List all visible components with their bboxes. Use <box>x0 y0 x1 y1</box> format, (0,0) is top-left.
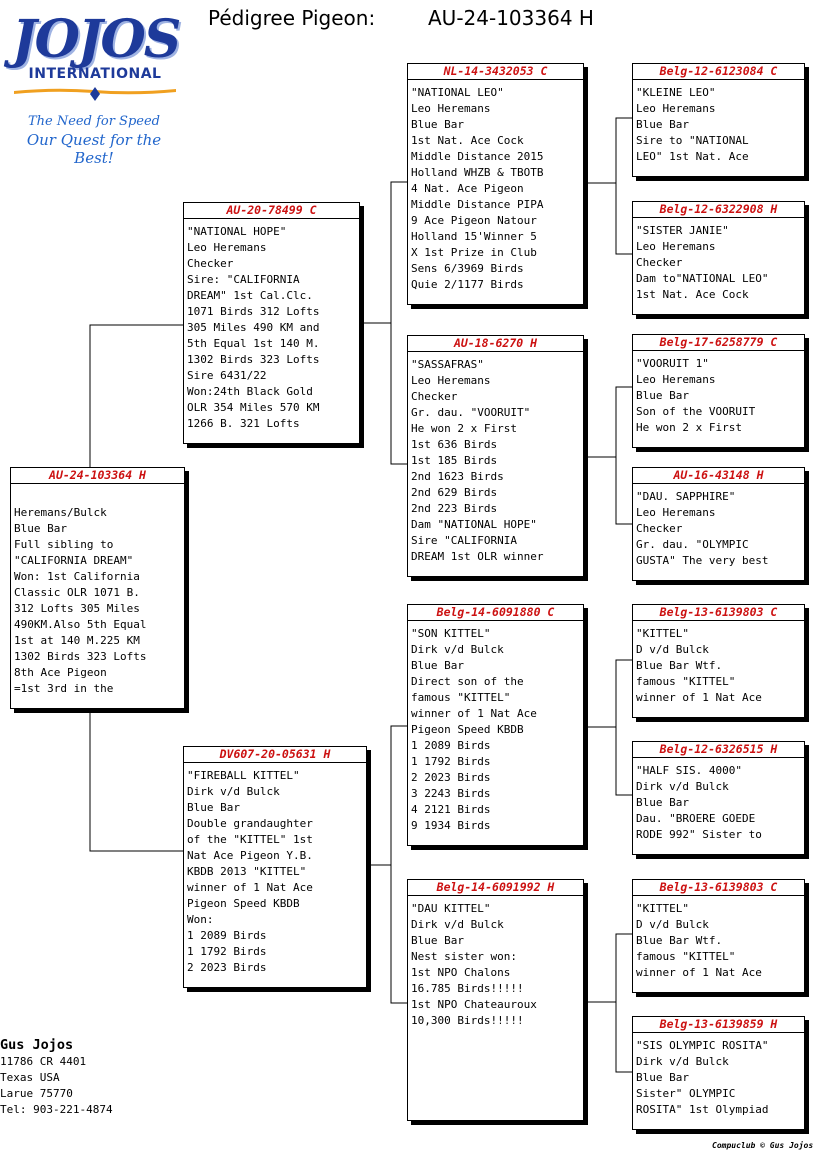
pigeon-info <box>633 218 804 303</box>
pigeon-info-line: Sister" OLYMPIC <box>636 1087 736 1100</box>
pigeon-info <box>633 758 804 843</box>
owner-address-2: Texas USA <box>0 1071 60 1084</box>
pigeon-info-line: winner of 1 Nat Ace <box>636 966 762 979</box>
pigeon-info-line: Blue Bar <box>187 801 240 814</box>
pigeon-info-line: 1302 Birds 323 Lofts <box>187 353 320 366</box>
pigeon-info-line: Blue Bar <box>14 522 67 535</box>
pigeon-info-line: Blue Bar <box>636 1071 689 1084</box>
pigeon-info-line: 16.785 Birds!!!!! <box>411 982 524 995</box>
ring-number: Belg-12-6123084 C <box>633 64 804 80</box>
pigeon-info-line: Blue Bar <box>636 389 689 402</box>
pigeon-info <box>408 352 583 565</box>
pigeon-info-line: Sire: "CALIFORNIA <box>187 273 300 286</box>
pigeon-info-line: 9 1934 Birds <box>411 819 491 832</box>
pigeon-info-line: KBDB 2013 "KITTEL" <box>187 865 307 878</box>
logo-tagline-speed: The Need for Speed <box>27 114 160 129</box>
logo-international: INTERNATIONAL <box>28 66 162 82</box>
pigeon-info-line: He won 2 x First <box>411 422 517 435</box>
pigeon-info-line: Dirk v/d Bulck <box>411 918 504 931</box>
pigeon-info-line: Blue Bar Wtf. <box>636 659 723 672</box>
pigeon-info-line: Leo Heremans <box>636 506 716 519</box>
pigeon-info-line: Double grandaughter <box>187 817 313 830</box>
pigeon-info-line: of the "KITTEL" 1st <box>187 833 313 846</box>
pigeon-info-line: OLR 354 Miles 570 KM <box>187 401 320 414</box>
pigeon-info-line: "KLEINE LEO" <box>636 86 716 99</box>
pigeon-card-ssd <box>632 201 805 315</box>
ring-number: AU-24-103364 H <box>11 468 184 484</box>
pigeon-info-line: 1 1792 Birds <box>411 755 491 768</box>
pigeon-info-line: Full sibling to <box>14 538 114 551</box>
pigeon-info <box>633 896 804 981</box>
ring-number: Belg-12-6326515 H <box>633 742 804 758</box>
pigeon-info-line: Leo Heremans <box>411 102 491 115</box>
pigeon-info-line: "SASSAFRAS" <box>411 358 484 371</box>
pigeon-info-line: Gr. dau. "OLYMPIC <box>636 538 749 551</box>
ring-number: AU-20-78499 C <box>184 203 359 219</box>
pigeon-info-line: Blue Bar <box>411 118 464 131</box>
pigeon-info-line: 1071 Birds 312 Lofts <box>187 305 320 318</box>
pigeon-info <box>11 484 184 697</box>
pigeon-info-line: Classic OLR 1071 B. <box>14 586 140 599</box>
pigeon-info-line: Blue Bar <box>636 796 689 809</box>
pigeon-info-line: Dam "NATIONAL HOPE" <box>411 518 537 531</box>
pigeon-info-line: GUSTA" The very best <box>636 554 769 567</box>
owner-contact <box>0 1036 200 1118</box>
pigeon-info-line: 490KM.Also 5th Equal <box>14 618 147 631</box>
pigeon-info-line: DREAM" 1st Cal.Clc. <box>187 289 313 302</box>
pigeon-info-line: Leo Heremans <box>411 374 491 387</box>
pigeon-info-line: "HALF SIS. 4000" <box>636 764 742 777</box>
ring-number: Belg-12-6322908 H <box>633 202 804 218</box>
ring-number: Belg-13-6139859 H <box>633 1017 804 1033</box>
ring-number: AU-18-6270 H <box>408 336 583 352</box>
pigeon-info-line: "VOORUIT 1" <box>636 357 709 370</box>
pigeon-info-line: Blue Bar <box>411 659 464 672</box>
pigeon-info-line: winner of 1 Nat Ace <box>411 707 537 720</box>
pigeon-info-line: 1 2089 Birds <box>187 929 267 942</box>
pigeon-info-line: Nest sister won: <box>411 950 517 963</box>
pigeon-info-line: 1st at 140 M.225 KM <box>14 634 140 647</box>
pigeon-info-line: 4 Nat. Ace Pigeon <box>411 182 524 195</box>
logo-wordmark: JOJOS <box>12 9 180 70</box>
pigeon-info-line: Quie 2/1177 Birds <box>411 278 524 291</box>
pigeon-info-line: famous "KITTEL" <box>636 675 736 688</box>
pigeon-info-line: "DAU KITTEL" <box>411 902 491 915</box>
pigeon-info-line: 1 2089 Birds <box>411 739 491 752</box>
pigeon-info-line: 2 2023 Birds <box>411 771 491 784</box>
pigeon-info-line: "DAU. SAPPHIRE" <box>636 490 736 503</box>
pigeon-info-line: Dirk v/d Bulck <box>636 1055 729 1068</box>
pigeon-info-line: Holland 15'Winner 5 <box>411 230 537 243</box>
pigeon-info-line: 4 2121 Birds <box>411 803 491 816</box>
pigeon-info-line: DREAM 1st OLR winner <box>411 550 544 563</box>
pigeon-info-line: "KITTEL" <box>636 627 689 640</box>
pigeon-card-ddd <box>632 1016 805 1130</box>
ring-number: NL-14-3432053 C <box>408 64 583 80</box>
pigeon-info <box>184 219 359 432</box>
pigeon-info-line: 1st 185 Birds <box>411 454 498 467</box>
pigeon-info-line: Leo Heremans <box>187 241 267 254</box>
owner-address-3: Larue 75770 <box>0 1087 73 1100</box>
pigeon-info-line: Checker <box>636 522 683 535</box>
page-title-label: Pédigree Pigeon: <box>208 6 376 30</box>
page-title-ring: AU-24-103364 H <box>428 6 594 30</box>
pigeon-info-line: 1st Nat. Ace Cock <box>411 134 524 147</box>
pigeon-info-line: 9 Ace Pigeon Natour <box>411 214 537 227</box>
pigeon-info-line: "FIREBALL KITTEL" <box>187 769 300 782</box>
pigeon-card-sdd <box>632 467 805 581</box>
pigeon-info-line: 8th Ace Pigeon <box>14 666 107 679</box>
pigeon-card-dam <box>183 746 367 988</box>
pigeon-info-line: "NATIONAL HOPE" <box>187 225 287 238</box>
pigeon-info-line: Dam to"NATIONAL LEO" <box>636 272 769 285</box>
pigeon-info-line: Checker <box>187 257 234 270</box>
pigeon-info-line: Heremans/Bulck <box>14 506 107 519</box>
pigeon-info-line: "CALIFORNIA DREAM" <box>14 554 134 567</box>
pigeon-info <box>633 351 804 436</box>
pigeon-info <box>408 80 583 293</box>
pigeon-info-line: Middle Distance PIPA <box>411 198 544 211</box>
pigeon-info-line: Son of the VOORUIT <box>636 405 756 418</box>
pigeon-info-line: 1st NPO Chalons <box>411 966 511 979</box>
pigeon-info-line: 10,300 Birds!!!!! <box>411 1014 524 1027</box>
pigeon-info-line: Middle Distance 2015 <box>411 150 544 163</box>
pigeon-info-line: 1st NPO Chateauroux <box>411 998 537 1011</box>
pigeon-info-line: 2 2023 Birds <box>187 961 267 974</box>
pigeon-info-line: winner of 1 Nat Ace <box>636 691 762 704</box>
pigeon-info-line: "SISTER JANIE" <box>636 224 729 237</box>
pigeon-info-line: Dau. "BROERE GOEDE <box>636 812 756 825</box>
ring-number: Belg-14-6091992 H <box>408 880 583 896</box>
pigeon-info-line: famous "KITTEL" <box>411 691 511 704</box>
pigeon-info-line: 2nd 629 Birds <box>411 486 498 499</box>
pigeon-info-line: 1st Nat. Ace Cock <box>636 288 749 301</box>
ring-number: Belg-13-6139803 C <box>633 605 804 621</box>
pigeon-info-line: Dirk v/d Bulck <box>411 643 504 656</box>
pigeon-card-sds <box>632 334 805 448</box>
pigeon-card-sire <box>183 202 360 444</box>
pigeon-info-line: 2nd 1623 Birds <box>411 470 504 483</box>
pigeon-info-line: "SIS OLYMPIC ROSITA" <box>636 1039 769 1052</box>
logo-tagline-quest: Our Quest for the Best! <box>26 131 162 167</box>
pigeon-info-line: D v/d Bulck <box>636 643 709 656</box>
pigeon-card-sire-dam <box>407 335 584 577</box>
ring-number: Belg-13-6139803 C <box>633 880 804 896</box>
pigeon-info-line: LEO" 1st Nat. Ace <box>636 150 749 163</box>
pigeon-info-line: Dirk v/d Bulck <box>187 785 280 798</box>
pigeon-info-line: 1302 Birds 323 Lofts <box>14 650 147 663</box>
pigeon-info <box>184 763 366 976</box>
pigeon-info-line: 5th Equal 1st 140 M. <box>187 337 320 350</box>
pigeon-info <box>633 484 804 569</box>
pigeon-info <box>633 621 804 706</box>
pigeon-info-line: Nat Ace Pigeon Y.B. <box>187 849 313 862</box>
pigeon-info-line: "SON KITTEL" <box>411 627 491 640</box>
pigeon-info-line: Holland WHZB & TBOTB <box>411 166 544 179</box>
pigeon-info <box>633 1033 804 1118</box>
pigeon-info-line <box>14 489 180 505</box>
pigeon-info-line: 305 Miles 490 KM and <box>187 321 320 334</box>
owner-address-1: 11786 CR 4401 <box>0 1055 87 1068</box>
pigeon-info-line: Leo Heremans <box>636 373 716 386</box>
pigeon-info-line: Leo Heremans <box>636 102 716 115</box>
owner-name: Gus Jojos <box>0 1037 74 1053</box>
pigeon-info-line: 312 Lofts 305 Miles <box>14 602 140 615</box>
pigeon-info-line: 3 2243 Birds <box>411 787 491 800</box>
pigeon-card-dss <box>632 604 805 718</box>
ring-number: DV607-20-05631 H <box>184 747 366 763</box>
pigeon-info-line: Sire to "NATIONAL <box>636 134 749 147</box>
pigeon-card-dam-sire <box>407 604 584 846</box>
ring-number: Belg-17-6258779 C <box>633 335 804 351</box>
pigeon-info-line: Sire "CALIFORNIA <box>411 534 517 547</box>
pigeon-info-line: Won: 1st California <box>14 570 140 583</box>
pigeon-info-line: Pigeon Speed KBDB <box>411 723 524 736</box>
pigeon-card-sss <box>632 63 805 177</box>
pigeon-info <box>408 621 583 834</box>
pigeon-info-line: winner of 1 Nat Ace <box>187 881 313 894</box>
pigeon-info-line: 1 1792 Birds <box>187 945 267 958</box>
pigeon-card-dds <box>632 879 805 993</box>
pigeon-info-line: 1st 636 Birds <box>411 438 498 451</box>
pigeon-card-dam-dam <box>407 879 584 1121</box>
pigeon-info-line: Blue Bar <box>636 118 689 131</box>
pigeon-info-line: Blue Bar Wtf. <box>636 934 723 947</box>
pigeon-info <box>633 80 804 165</box>
pigeon-info-line: RODE 992" Sister to <box>636 828 762 841</box>
pigeon-info-line: He won 2 x First <box>636 421 742 434</box>
pigeon-info-line: Direct son of the <box>411 675 524 688</box>
pigeon-info-line: 1266 B. 321 Lofts <box>187 417 300 430</box>
pigeon-info-line: famous "KITTEL" <box>636 950 736 963</box>
footer-credit: Compuclub © Gus Jojos <box>712 1141 814 1150</box>
pigeon-card-subject <box>10 467 185 709</box>
pigeon-info-line: Leo Heremans <box>636 240 716 253</box>
pigeon-card-dsd <box>632 741 805 855</box>
ring-number: AU-16-43148 H <box>633 468 804 484</box>
pigeon-info-line: ROSITA" 1st Olympiad <box>636 1103 769 1116</box>
pigeon-info-line: Gr. dau. "VOORUIT" <box>411 406 531 419</box>
ring-number: Belg-14-6091880 C <box>408 605 583 621</box>
pigeon-info-line: Pigeon Speed KBDB <box>187 897 300 910</box>
pigeon-info-line: D v/d Bulck <box>636 918 709 931</box>
owner-phone: Tel: 903-221-4874 <box>0 1103 113 1116</box>
pigeon-info-line: Sire 6431/22 <box>187 369 267 382</box>
pigeon-info-line: Sens 6/3969 Birds <box>411 262 524 275</box>
pigeon-card-sire-sire <box>407 63 584 305</box>
pigeon-info-line: Blue Bar <box>411 934 464 947</box>
pigeon-info-line: "NATIONAL LEO" <box>411 86 504 99</box>
pigeon-info-line: Checker <box>411 390 458 403</box>
pigeon-info-line: X 1st Prize in Club <box>411 246 537 259</box>
pigeon-info <box>408 896 583 1029</box>
pigeon-info-line: Checker <box>636 256 683 269</box>
pigeon-info-line: "KITTEL" <box>636 902 689 915</box>
pigeon-info-line: Won: <box>187 913 214 926</box>
pigeon-info-line: 2nd 223 Birds <box>411 502 498 515</box>
pigeon-info-line: Won:24th Black Gold <box>187 385 313 398</box>
pigeon-info-line: =1st 3rd in the <box>14 682 114 695</box>
pigeon-info-line: Dirk v/d Bulck <box>636 780 729 793</box>
